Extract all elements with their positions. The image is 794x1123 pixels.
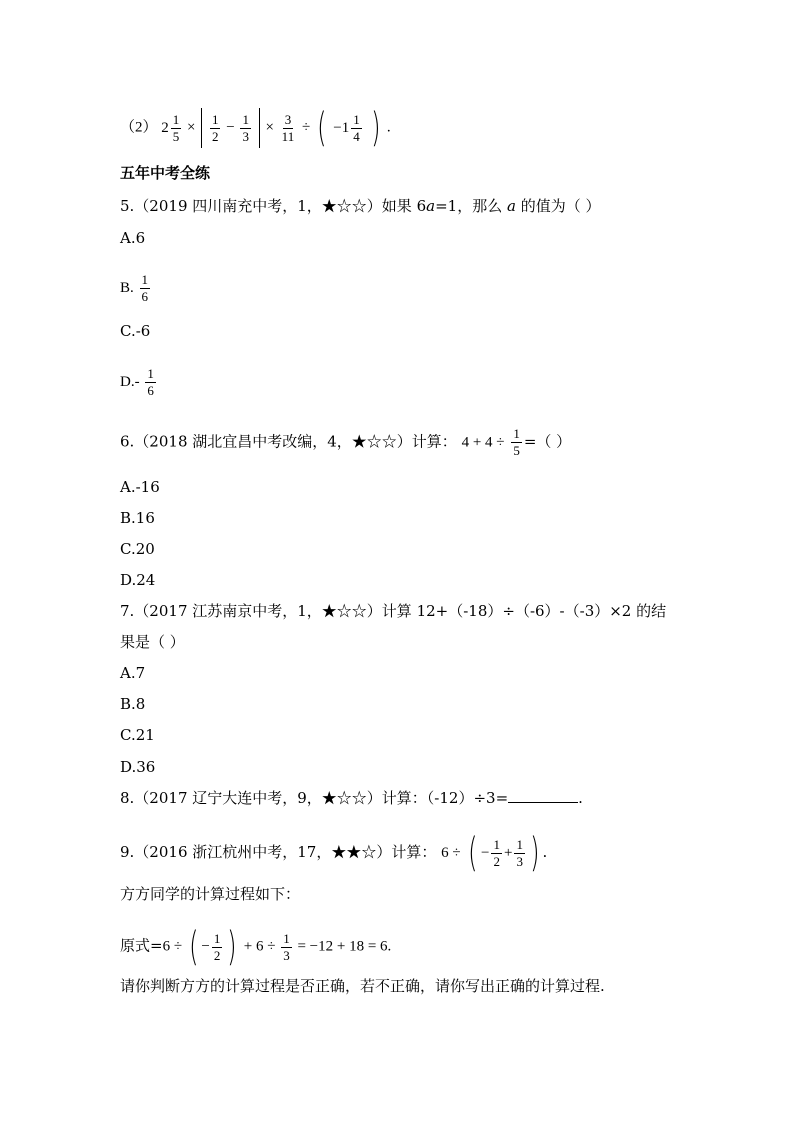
- fraction: $\frac{1}{3}$: [516, 836, 523, 869]
- q5-option-c: C.-6: [120, 322, 151, 340]
- minus-sign: −: [481, 845, 490, 861]
- q2-expression: [120, 105, 391, 151]
- times-sign: ×: [187, 119, 196, 136]
- period: .: [578, 789, 583, 807]
- q9-stem: [120, 830, 548, 876]
- times-sign: ×: [265, 119, 274, 136]
- fraction: $\frac{1}{6}$: [141, 272, 149, 304]
- q6-option-b: B.16: [120, 509, 155, 527]
- work-part: + 6 ÷: [243, 938, 276, 955]
- q9-stem-prefix: 9.（2016 浙江杭州中考，17，★★☆）计算：: [120, 843, 437, 861]
- q6-option-a: A.-16: [120, 478, 160, 496]
- q7-option-d: D.36: [120, 758, 156, 776]
- left-paren: (: [188, 924, 199, 970]
- q6-option-c: C.20: [120, 540, 155, 558]
- q7-option-c: C.21: [120, 726, 155, 744]
- q5-stem-mid: =1，那么: [435, 197, 507, 215]
- q6-stem-prefix: 6.（2018 湖北宜昌中考改编，4，★☆☆）计算：: [120, 432, 457, 451]
- q8-stem-text: 8.（2017 辽宁大连中考，9，★☆☆）计算：（-12）÷3=: [120, 789, 509, 807]
- period: .: [542, 843, 548, 861]
- period: .: [387, 938, 392, 955]
- left-paren: (: [468, 830, 478, 876]
- abs-bar-right: [259, 108, 260, 148]
- option-label: B.: [120, 279, 134, 296]
- fraction: $\frac{1}{3}$: [283, 930, 290, 963]
- q6-stem-suffix: =（ ）: [523, 432, 572, 451]
- right-paren: ): [227, 924, 237, 970]
- q6-expr: 4 + 4 ÷: [461, 434, 505, 451]
- left-paren: (: [317, 105, 327, 151]
- work-label: 原式=: [120, 936, 163, 955]
- fraction: $\frac{1}{2}$: [493, 836, 500, 869]
- fraction: $\frac{1}{2}$: [211, 111, 219, 144]
- fraction: $\frac{1}{3}$: [242, 111, 249, 144]
- q5-stem-suffix: 的值为（ ）: [515, 197, 601, 215]
- q8-stem: [120, 788, 583, 808]
- var-a: a: [506, 197, 516, 215]
- q6-option-d: D.24: [120, 571, 156, 589]
- section-title: 五年中考全练: [120, 164, 211, 182]
- whole: −1: [333, 120, 350, 136]
- q5-stem-prefix: 5.（2019 四川南充中考，1，★☆☆）如果 6: [120, 197, 427, 215]
- q5-option-a: A.6: [120, 229, 146, 247]
- work-part: = −12 + 18 = 6: [297, 938, 388, 955]
- q7-stem-line2: 果是（ ）: [120, 633, 185, 651]
- var-a: a: [426, 197, 436, 215]
- abs-bar-left: [201, 108, 202, 148]
- q9-line4: 请你判断方方的计算过程是否正确，若不正确，请你写出正确的计算过程.: [120, 977, 605, 995]
- plus-sign: +: [503, 845, 513, 861]
- q5-option-d: [120, 366, 158, 399]
- mixed-number: [333, 112, 363, 145]
- q7-option-a: A.7: [120, 664, 146, 682]
- q7-option-b: B.8: [120, 695, 146, 713]
- whole: 2: [161, 120, 169, 136]
- fraction: $\frac{3}{11}$: [281, 111, 295, 144]
- option-label: D.-: [120, 373, 140, 390]
- div-sign: ÷: [301, 119, 311, 136]
- right-paren: ): [530, 830, 540, 876]
- minus-sign: −: [226, 119, 235, 136]
- fraction: $\frac{1}{2}$: [213, 930, 221, 963]
- mixed-number: [161, 112, 183, 145]
- q5-option-b: [120, 272, 152, 305]
- q9-work: [120, 924, 392, 970]
- fraction: $\frac{1}{4}$: [353, 111, 360, 144]
- fraction: $\frac{1}{6}$: [147, 366, 154, 398]
- right-paren: ): [370, 105, 381, 151]
- q2-label: （2）: [120, 119, 158, 136]
- minus-sign: −: [201, 938, 210, 955]
- fraction: $\frac{1}{5}$: [513, 426, 520, 458]
- q6-stem: [120, 426, 571, 459]
- q5-stem: [120, 196, 600, 216]
- fraction: $\frac{1}{5}$: [172, 111, 180, 144]
- q9-line2: 方方同学的计算过程如下：: [120, 885, 301, 903]
- q9-expr: 6 ÷: [441, 845, 461, 861]
- period: .: [386, 119, 391, 136]
- answer-blank[interactable]: [508, 788, 578, 803]
- q7-stem-line1: 7.（2017 江苏南京中考，1，★☆☆）计算 12+（-18）÷（-6）-（-3）×2 的结: [120, 602, 667, 620]
- work-part: 6 ÷: [162, 938, 183, 955]
